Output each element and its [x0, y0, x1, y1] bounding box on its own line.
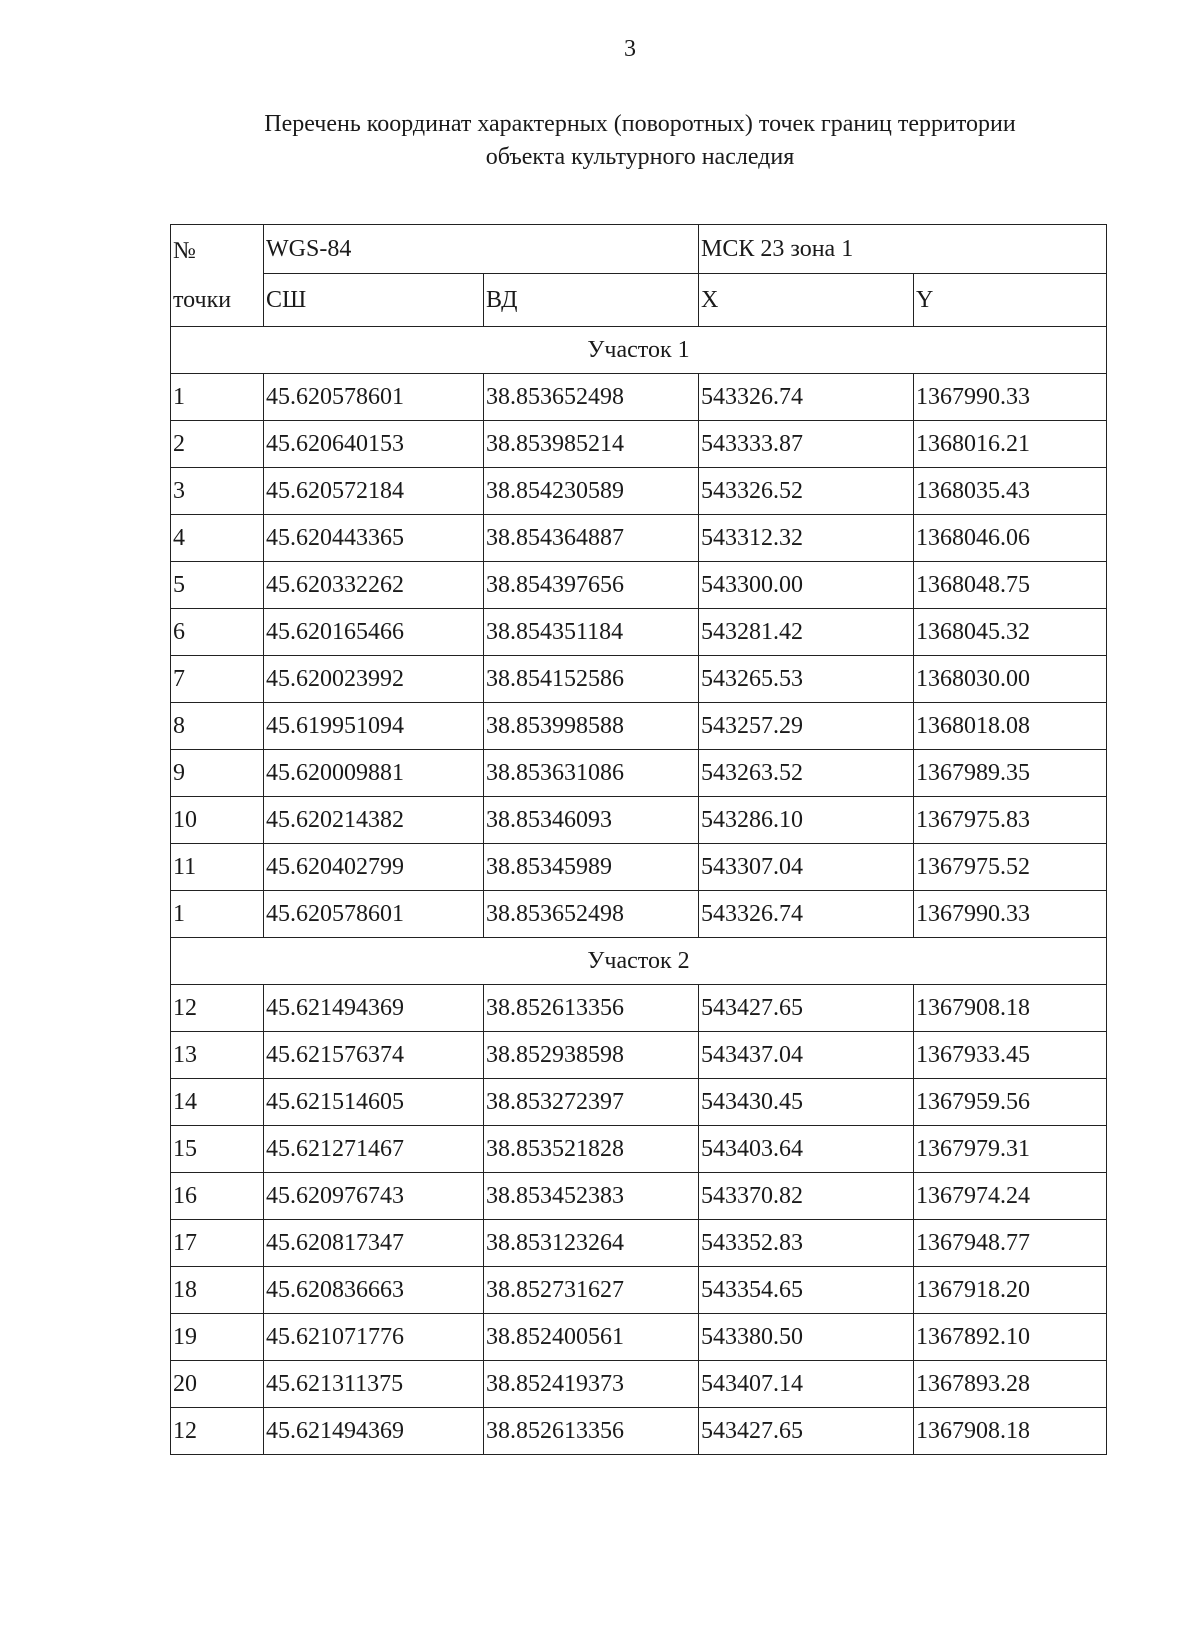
x-cell: 543333.87 — [699, 421, 914, 468]
x-cell: 543286.10 — [699, 797, 914, 844]
y-cell: 1367990.33 — [914, 374, 1107, 421]
y-cell: 1367908.18 — [914, 1408, 1107, 1455]
point-number-cell: 3 — [171, 468, 264, 515]
latitude-cell: 45.621494369 — [264, 1408, 484, 1455]
section-header-row — [171, 327, 1107, 374]
table-row — [171, 374, 1107, 421]
longitude-cell: 38.853452383 — [484, 1173, 699, 1220]
latitude-cell: 45.620817347 — [264, 1220, 484, 1267]
longitude-cell: 38.853272397 — [484, 1079, 699, 1126]
x-cell: 543300.00 — [699, 562, 914, 609]
longitude-cell: 38.854364887 — [484, 515, 699, 562]
y-cell: 1367908.18 — [914, 985, 1107, 1032]
point-number-cell: 1 — [171, 891, 264, 938]
y-cell: 1367974.24 — [914, 1173, 1107, 1220]
point-number-cell: 20 — [171, 1361, 264, 1408]
x-cell: 543437.04 — [699, 1032, 914, 1079]
table-row — [171, 1220, 1107, 1267]
longitude-cell: 38.854397656 — [484, 562, 699, 609]
y-cell: 1367979.31 — [914, 1126, 1107, 1173]
point-number-cell: 1 — [171, 374, 264, 421]
longitude-cell: 38.852613356 — [484, 985, 699, 1032]
longitude-cell: 38.852419373 — [484, 1361, 699, 1408]
point-number-cell: 7 — [171, 656, 264, 703]
table-header-row — [171, 225, 1107, 274]
document-title-line-2: объекта культурного наследия — [485, 144, 795, 170]
y-cell: 1367975.83 — [914, 797, 1107, 844]
point-number-cell: 16 — [171, 1173, 264, 1220]
point-number-cell: 9 — [171, 750, 264, 797]
table-row — [171, 609, 1107, 656]
section-title: Участок 2 — [171, 938, 1107, 985]
table-row — [171, 1126, 1107, 1173]
latitude-cell: 45.620214382 — [264, 797, 484, 844]
point-number-header-symbol: № — [173, 237, 196, 264]
page-number: 3 — [624, 36, 636, 62]
table-row — [171, 1173, 1107, 1220]
x-cell: 543307.04 — [699, 844, 914, 891]
y-cell: 1367975.52 — [914, 844, 1107, 891]
y-cell: 1368018.08 — [914, 703, 1107, 750]
section-header-row — [171, 938, 1107, 985]
point-number-cell: 10 — [171, 797, 264, 844]
latitude-cell: 45.620165466 — [264, 609, 484, 656]
table-row — [171, 562, 1107, 609]
point-number-cell: 13 — [171, 1032, 264, 1079]
table-row — [171, 468, 1107, 515]
y-cell: 1367990.33 — [914, 891, 1107, 938]
x-cell: 543403.64 — [699, 1126, 914, 1173]
x-cell: 543312.32 — [699, 515, 914, 562]
y-cell: 1367918.20 — [914, 1267, 1107, 1314]
longitude-cell: 38.854230589 — [484, 468, 699, 515]
point-number-cell: 6 — [171, 609, 264, 656]
x-cell: 543370.82 — [699, 1173, 914, 1220]
table-row — [171, 985, 1107, 1032]
point-number-cell: 19 — [171, 1314, 264, 1361]
table-row — [171, 1079, 1107, 1126]
msk23-header: МСК 23 зона 1 — [699, 225, 1107, 274]
longitude-cell: 38.853652498 — [484, 374, 699, 421]
latitude-cell: 45.620578601 — [264, 374, 484, 421]
longitude-cell: 38.853521828 — [484, 1126, 699, 1173]
latitude-cell: 45.621576374 — [264, 1032, 484, 1079]
latitude-cell: 45.621494369 — [264, 985, 484, 1032]
latitude-header: СШ — [264, 274, 484, 327]
x-cell: 543281.42 — [699, 609, 914, 656]
x-cell: 543407.14 — [699, 1361, 914, 1408]
y-cell: 1368048.75 — [914, 562, 1107, 609]
table-row — [171, 1032, 1107, 1079]
latitude-cell: 45.620836663 — [264, 1267, 484, 1314]
table-row — [171, 750, 1107, 797]
x-cell: 543427.65 — [699, 1408, 914, 1455]
latitude-cell: 45.620640153 — [264, 421, 484, 468]
y-header: Y — [914, 274, 1107, 327]
point-number-cell: 15 — [171, 1126, 264, 1173]
table-row — [171, 797, 1107, 844]
latitude-cell: 45.621071776 — [264, 1314, 484, 1361]
x-cell: 543326.74 — [699, 891, 914, 938]
longitude-cell: 38.852613356 — [484, 1408, 699, 1455]
point-number-cell: 4 — [171, 515, 264, 562]
longitude-cell: 38.853985214 — [484, 421, 699, 468]
longitude-cell: 38.853652498 — [484, 891, 699, 938]
table-subheader-row — [171, 274, 1107, 327]
table-row — [171, 1314, 1107, 1361]
latitude-cell: 45.620976743 — [264, 1173, 484, 1220]
longitude-cell: 38.85346093 — [484, 797, 699, 844]
longitude-cell: 38.853123264 — [484, 1220, 699, 1267]
point-number-cell: 5 — [171, 562, 264, 609]
point-number-cell: 17 — [171, 1220, 264, 1267]
y-cell: 1367893.28 — [914, 1361, 1107, 1408]
y-cell: 1367959.56 — [914, 1079, 1107, 1126]
x-cell: 543354.65 — [699, 1267, 914, 1314]
y-cell: 1367948.77 — [914, 1220, 1107, 1267]
y-cell: 1368046.06 — [914, 515, 1107, 562]
section-title: Участок 1 — [171, 327, 1107, 374]
table-row — [171, 515, 1107, 562]
latitude-cell: 45.621311375 — [264, 1361, 484, 1408]
latitude-cell: 45.621271467 — [264, 1126, 484, 1173]
longitude-cell: 38.853631086 — [484, 750, 699, 797]
x-cell: 543265.53 — [699, 656, 914, 703]
y-cell: 1368045.32 — [914, 609, 1107, 656]
table-row — [171, 656, 1107, 703]
x-cell: 543263.52 — [699, 750, 914, 797]
document-title — [160, 108, 1120, 174]
point-number-cell: 8 — [171, 703, 264, 750]
latitude-cell: 45.620443365 — [264, 515, 484, 562]
y-cell: 1367989.35 — [914, 750, 1107, 797]
y-cell: 1367933.45 — [914, 1032, 1107, 1079]
x-cell: 543380.50 — [699, 1314, 914, 1361]
point-number-header — [171, 225, 264, 327]
y-cell: 1368030.00 — [914, 656, 1107, 703]
latitude-cell: 45.620023992 — [264, 656, 484, 703]
y-cell: 1367892.10 — [914, 1314, 1107, 1361]
point-number-cell: 11 — [171, 844, 264, 891]
x-cell: 543427.65 — [699, 985, 914, 1032]
y-cell: 1368035.43 — [914, 468, 1107, 515]
longitude-cell: 38.852400561 — [484, 1314, 699, 1361]
longitude-cell: 38.854351184 — [484, 609, 699, 656]
table-row — [171, 1267, 1107, 1314]
longitude-cell: 38.852731627 — [484, 1267, 699, 1314]
x-cell: 543352.83 — [699, 1220, 914, 1267]
x-cell: 543257.29 — [699, 703, 914, 750]
latitude-cell: 45.621514605 — [264, 1079, 484, 1126]
x-cell: 543326.52 — [699, 468, 914, 515]
table-row — [171, 844, 1107, 891]
table-row — [171, 1408, 1107, 1455]
longitude-cell: 38.853998588 — [484, 703, 699, 750]
table-row — [171, 891, 1107, 938]
table-row — [171, 1361, 1107, 1408]
latitude-cell: 45.620578601 — [264, 891, 484, 938]
document-title-line-1: Перечень координат характерных (поворотных) точек границ территории — [264, 111, 1016, 137]
point-number-cell: 12 — [171, 1408, 264, 1455]
latitude-cell: 45.620332262 — [264, 562, 484, 609]
wgs84-header: WGS-84 — [264, 225, 699, 274]
point-number-header-label: точки — [173, 286, 232, 313]
x-header: X — [699, 274, 914, 327]
longitude-cell: 38.852938598 — [484, 1032, 699, 1079]
table-row — [171, 421, 1107, 468]
latitude-cell: 45.620009881 — [264, 750, 484, 797]
table-row — [171, 703, 1107, 750]
latitude-cell: 45.619951094 — [264, 703, 484, 750]
coordinates-table — [170, 224, 1107, 1455]
latitude-cell: 45.620572184 — [264, 468, 484, 515]
longitude-cell: 38.85345989 — [484, 844, 699, 891]
point-number-cell: 12 — [171, 985, 264, 1032]
longitude-header: ВД — [484, 274, 699, 327]
longitude-cell: 38.854152586 — [484, 656, 699, 703]
point-number-cell: 18 — [171, 1267, 264, 1314]
x-cell: 543430.45 — [699, 1079, 914, 1126]
point-number-cell: 14 — [171, 1079, 264, 1126]
latitude-cell: 45.620402799 — [264, 844, 484, 891]
y-cell: 1368016.21 — [914, 421, 1107, 468]
point-number-cell: 2 — [171, 421, 264, 468]
x-cell: 543326.74 — [699, 374, 914, 421]
